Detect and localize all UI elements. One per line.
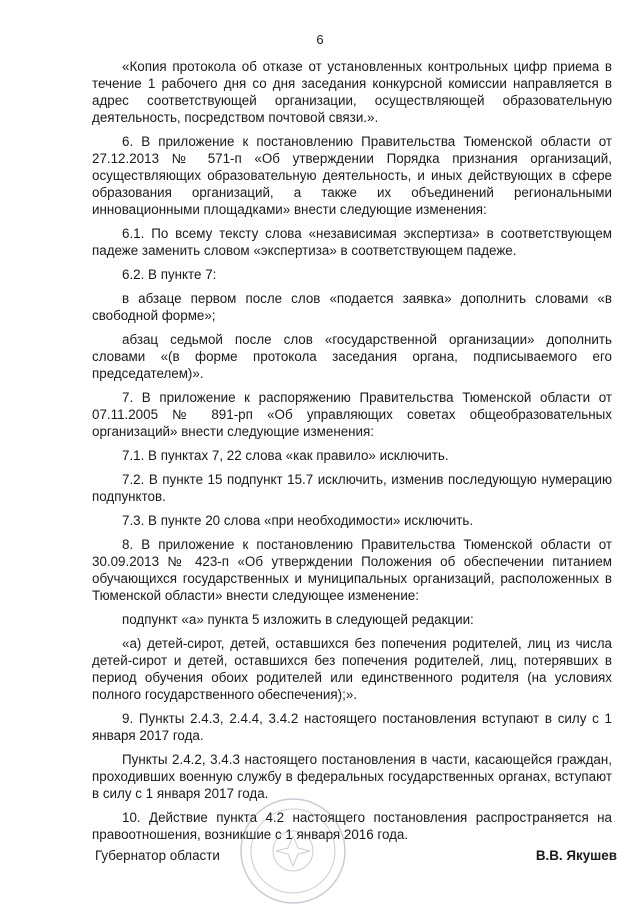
paragraph-6-2: 6.2. В пункте 7: <box>122 267 217 282</box>
paragraph-8-quote: «а) детей-сирот, детей, оставшихся без попечения родителей, лиц из числа детей-сирот и детей, оставшихся без попечения родителей, лиц, потерявших в период обучения обоих родителей или единственного родителя (на условиях полного государственного обеспечения);». <box>92 636 612 702</box>
paragraph-7-2: 7.2. В пункте 15 подпункт 15.7 исключить, изменив последующую нумерацию подпунктов. <box>92 472 612 504</box>
paragraph-10: 10. Действие пункта 4.2 настоящего постановления распространяется на правоотношения, возникшие с 1 января 2016 года. <box>92 810 612 842</box>
paragraph-9: 9. Пункты 2.4.3, 2.4.4, 3.4.2 настоящего постановления вступают в силу с 1 января 2017 года. <box>92 711 612 743</box>
paragraph-7-1: 7.1. В пунктах 7, 22 слова «как правило» исключить. <box>122 448 449 463</box>
paragraph-7-3: 7.3. В пункте 20 слова «при необходимости» исключить. <box>122 513 474 528</box>
signatory-name: В.В. Якушев <box>535 848 617 863</box>
paragraph-6-2-b: абзац седьмой после слов «государственной организации» дополнить словами «(в форме протокола заседания органа, подписываемого его председателем)». <box>92 332 612 381</box>
paragraph-quote-protocol: «Копия протокола об отказе от установленных контрольных цифр приема в течение 1 рабочего дня со дня заседания конкурсной комиссии направляется в адрес соответствующей организации, осуществляющей образовательную деятельность, посредством почтовой связи.». <box>92 59 612 125</box>
paragraph-6-2-a: в абзаце первом после слов «подается заявка» дополнить словами «в свободной форме»; <box>92 291 612 323</box>
paragraph-9-b: Пункты 2.4.2, 3.4.3 настоящего постановления в части, касающейся граждан, проходивших военную службу в федеральных государственных органах, вступают в силу с 1 января 2017 года. <box>92 752 612 801</box>
paragraph-8-sub: подпункт «а» пункта 5 изложить в следующей редакции: <box>122 612 474 627</box>
signatory-title: Губернатор области <box>95 848 220 863</box>
page-number: 6 <box>316 32 324 47</box>
paragraph-8: 8. В приложение к постановлению Правительства Тюменской области от 30.09.2013 № 423-п «Об утверждении Положения об обеспечении питанием обучающихся государственных и муниципальных организаций, расположенных в Тюменской области» внести следующее изменение: <box>92 537 612 603</box>
paragraph-7: 7. В приложение к распоряжению Правительства Тюменской области от 07.11.2005 № 891-рп «Об управляющих советах общеобразовательных организаций» внести следующие изменения: <box>92 390 612 439</box>
document-body <box>92 58 612 850</box>
paragraph-6: 6. В приложение к постановлению Правительства Тюменской области от 27.12.2013 № 571-п «Об утверждении Порядка признания организаций, осуществляющих образовательную деятельность, и иных действующих в сфере образования организаций, а также их объединений региональными инновационными площадками» внести следующие изменения: <box>92 134 612 217</box>
signature-block <box>95 848 617 868</box>
paragraph-6-1: 6.1. По всему тексту слова «независимая экспертиза» в соответствующем падеже заменить словом «экспертиза» в соответствующем падеже. <box>92 226 612 258</box>
